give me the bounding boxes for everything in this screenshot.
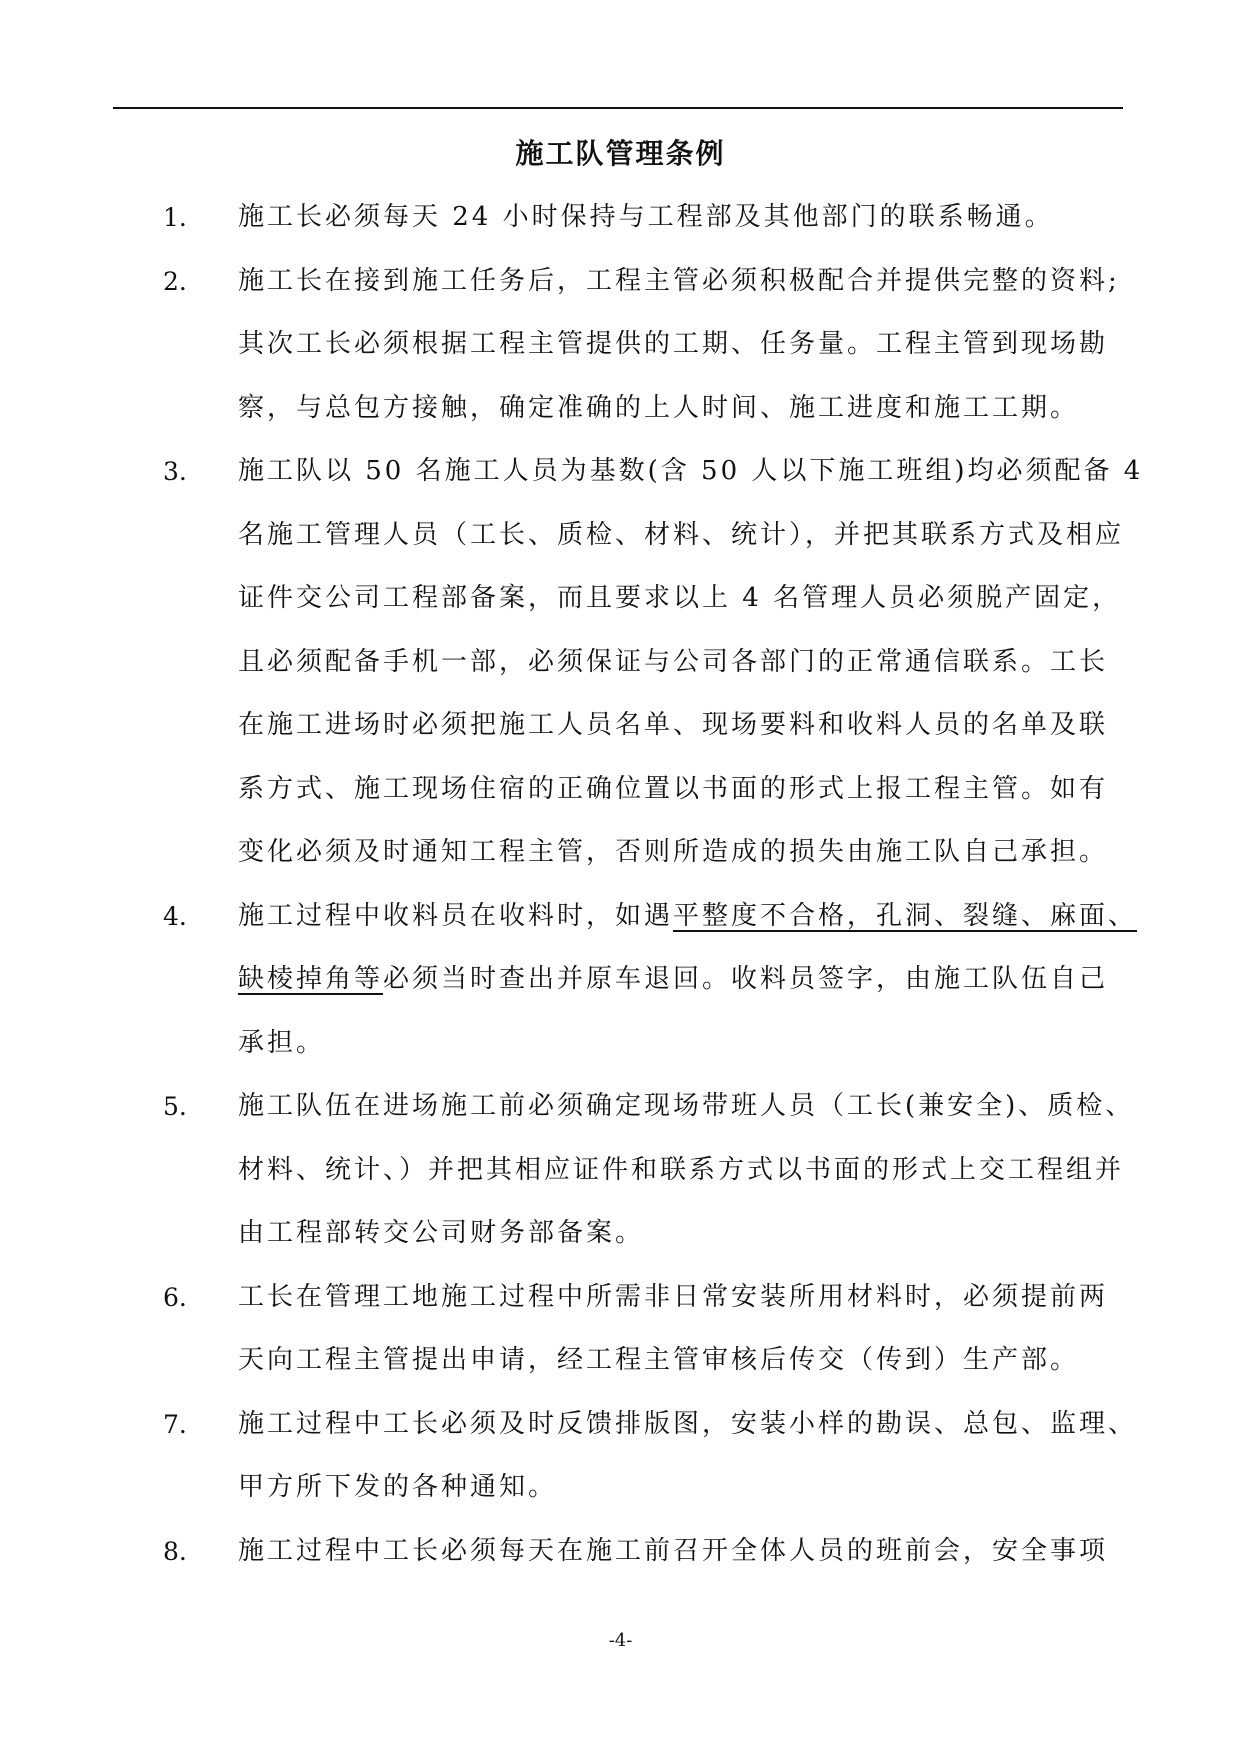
clause-number: 4. xyxy=(163,901,187,931)
clause-text xyxy=(238,1393,1138,1520)
clause-line: 施工长在接到施工任务后，工程主管必须积极配合并提供完整的资料; xyxy=(238,265,1120,296)
clause-line: 且必须配备手机一部，必须保证与公司各部门的正常通信联系。工长 xyxy=(238,646,1109,677)
document-title: 施工队管理条例 xyxy=(515,137,726,170)
clause-number: 8. xyxy=(163,1536,187,1566)
clause-number: 7. xyxy=(163,1409,187,1439)
clause-line: 在施工进场时必须把施工人员名单、现场要料和收料人员的名单及联 xyxy=(238,710,1109,740)
clause-line: 证件交公司工程部备案，而且要求以上 4 名管理人员必须脱产固定， xyxy=(238,583,1122,613)
clause-number: 5. xyxy=(163,1092,187,1121)
clause-line: 工长在管理工地施工过程中所需非日常安装所用材料时，必须提前两 xyxy=(238,1281,1109,1312)
clause-number: 2. xyxy=(163,266,187,296)
clause-line: 施工过程中工长必须及时反馈排版图，安装小样的勘误、总包、监理、 xyxy=(238,1408,1138,1439)
clause-list xyxy=(0,186,1241,1583)
clause-item xyxy=(0,1520,1241,1584)
clause-line: 名施工管理人员（工长、质检、材料、统计），并把其联系方式及相应 xyxy=(238,519,1125,550)
clause-line: 系方式、施工现场住宿的正确位置以书面的形式上报工程主管。如有 xyxy=(238,773,1109,804)
clause-line: 天向工程主管提出申请，经工程主管审核后传交（传到）生产部。 xyxy=(238,1345,1080,1375)
underlined-text: 平整度不合格，孔洞、裂缝、麻面、 xyxy=(673,900,1138,931)
clause-line: 施工队伍在进场施工前必须确定现场带班人员（工长(兼安全)、质检、 xyxy=(238,1091,1135,1121)
clause-text xyxy=(238,1075,1135,1266)
clause-line: 承担。 xyxy=(238,1027,326,1058)
clause-number: 3. xyxy=(163,457,187,486)
clause-text xyxy=(238,440,1144,885)
clause-item xyxy=(0,1075,1241,1266)
clause-line: 由工程部转交公司财务部备案。 xyxy=(238,1218,645,1248)
clause-line: 其次工长必须根据工程主管提供的工期、任务量。工程主管到现场勘 xyxy=(238,329,1109,359)
clause-line xyxy=(238,948,1123,1012)
clause-item xyxy=(0,1393,1241,1520)
clause-line: 变化必须及时通知工程主管，否则所造成的损失由施工队自己承担。 xyxy=(238,837,1109,867)
clause-line: 施工队以 50 名施工人员为基数(含 50 人以下施工班组)均必须配备 4 xyxy=(238,456,1144,486)
header-rule xyxy=(113,107,1123,109)
clause-line xyxy=(238,885,1138,949)
clause-line: 材料、统计、）并把其相应证件和联系方式以书面的形式上交工程组并 xyxy=(238,1154,1125,1185)
clause-item xyxy=(0,186,1241,250)
clause-item xyxy=(0,250,1241,441)
clause-text xyxy=(238,885,1138,1076)
line-segment: 必须当时查出并原车退回。收料员签字，由施工队伍自己 xyxy=(383,964,1109,994)
clause-text xyxy=(238,1520,1123,1584)
clause-item xyxy=(0,1266,1241,1393)
clause-line: 察，与总包方接触，确定准确的上人时间、施工进度和施工工期。 xyxy=(238,392,1080,423)
clause-line: 施工过程中工长必须每天在施工前召开全体人员的班前会，安全事项 xyxy=(238,1535,1109,1566)
clause-text xyxy=(238,186,1123,250)
line-segment: 施工过程中收料员在收料时，如遇 xyxy=(238,900,674,931)
clause-line: 施工长必须每天 24 小时保持与工程部及其他部门的联系畅通。 xyxy=(238,202,1054,232)
clause-text xyxy=(238,1266,1123,1393)
clause-item xyxy=(0,440,1241,885)
clause-number: 1. xyxy=(163,203,187,232)
page-number: -4- xyxy=(608,1630,633,1651)
clause-line: 甲方所下发的各种通知。 xyxy=(238,1472,558,1502)
clause-item xyxy=(0,885,1241,1076)
clause-text xyxy=(238,250,1123,441)
underlined-text: 缺棱掉角等 xyxy=(238,964,384,994)
clause-number: 6. xyxy=(163,1282,187,1312)
